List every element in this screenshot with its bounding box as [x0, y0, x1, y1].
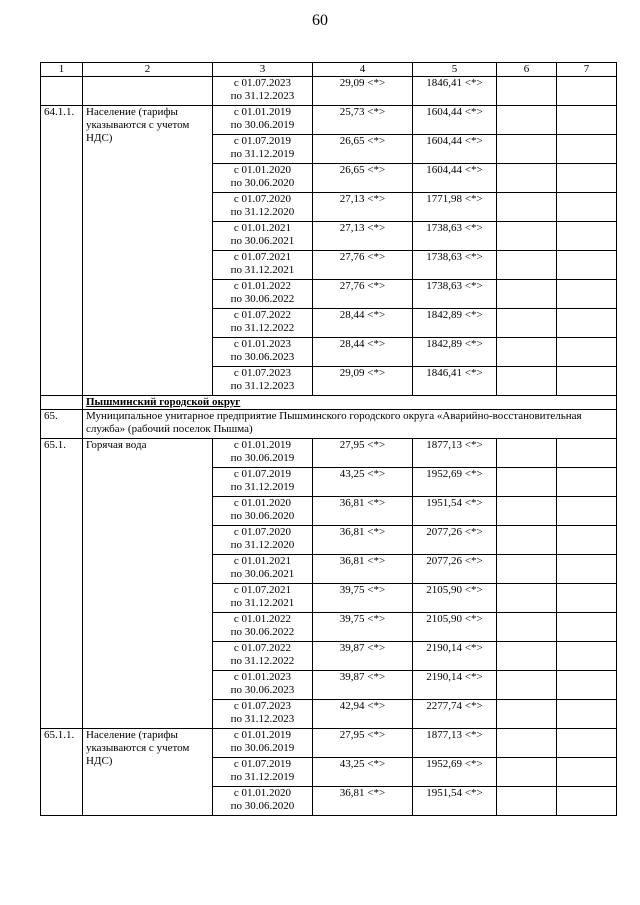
empty-cell-col6 [497, 671, 557, 700]
value-col5: 1738,63 <*> [413, 280, 497, 309]
empty-cell-col6 [497, 758, 557, 787]
period-cell [213, 584, 313, 613]
period-to: по 30.06.2021 [230, 235, 295, 247]
value-col5: 1738,63 <*> [413, 251, 497, 280]
value-col4: 39,87 <*> [313, 671, 413, 700]
value-col5: 1604,44 <*> [413, 106, 497, 135]
value-col4: 27,95 <*> [313, 439, 413, 468]
empty-cell-col6 [497, 526, 557, 555]
period-cell [213, 729, 313, 758]
period-cell [213, 613, 313, 642]
value-col4: 42,94 <*> [313, 700, 413, 729]
table-row [41, 439, 617, 468]
empty-cell-col7 [557, 468, 617, 497]
value-col5: 1842,89 <*> [413, 338, 497, 367]
value-col4: 27,13 <*> [313, 193, 413, 222]
period-cell [213, 671, 313, 700]
empty-cell-col6 [497, 309, 557, 338]
value-col4: 29,09 <*> [313, 77, 413, 106]
value-col4: 39,87 <*> [313, 642, 413, 671]
section-64-rows [41, 77, 617, 396]
value-col4: 26,65 <*> [313, 164, 413, 193]
column-header: 4 [313, 63, 413, 77]
value-col4: 27,76 <*> [313, 280, 413, 309]
value-col4: 36,81 <*> [313, 787, 413, 816]
period-from: с 01.01.2020 [233, 787, 292, 799]
column-header: 2 [83, 63, 213, 77]
item-name: Население (тарифы указываются с учетом НДС) [83, 729, 213, 816]
period-to: по 30.06.2020 [230, 177, 295, 189]
page-number: 60 [312, 12, 328, 29]
value-col5: 2277,74 <*> [413, 700, 497, 729]
period-from: с 01.01.2023 [233, 671, 292, 683]
empty-cell-col7 [557, 700, 617, 729]
period-cell [213, 77, 313, 106]
value-col5: 2105,90 <*> [413, 584, 497, 613]
empty-cell-col6 [497, 164, 557, 193]
value-col5: 1738,63 <*> [413, 222, 497, 251]
period-to: по 30.06.2023 [230, 684, 295, 696]
empty-cell-col6 [497, 555, 557, 584]
period-to: по 30.06.2021 [230, 568, 295, 580]
empty-cell-col6 [497, 729, 557, 758]
period-from: с 01.07.2019 [233, 135, 292, 147]
period-cell [213, 526, 313, 555]
value-col4: 27,76 <*> [313, 251, 413, 280]
period-from: с 01.07.2023 [233, 700, 292, 712]
column-header: 3 [213, 63, 313, 77]
section-heading-row [41, 396, 617, 439]
period-from: с 01.01.2019 [233, 729, 292, 741]
period-cell [213, 555, 313, 584]
period-cell [213, 280, 313, 309]
empty-cell-col6 [497, 135, 557, 164]
value-col5: 1952,69 <*> [413, 758, 497, 787]
table-row [41, 106, 617, 135]
item-name [83, 77, 213, 106]
entity-name: Муниципальное унитарное предприятие Пышминского городского округа «Аварийно-восстановительная служба» (рабочий поселок Пышма) [83, 410, 617, 439]
value-col4: 36,81 <*> [313, 497, 413, 526]
empty-cell-col7 [557, 309, 617, 338]
period-from: с 01.07.2022 [233, 309, 292, 321]
period-from: с 01.01.2022 [233, 280, 292, 292]
empty-cell-col7 [557, 164, 617, 193]
period-from: с 01.07.2022 [233, 642, 292, 654]
empty-cell-col7 [557, 671, 617, 700]
period-from: с 01.01.2021 [233, 222, 292, 234]
period-cell [213, 251, 313, 280]
period-to: по 30.06.2020 [230, 510, 295, 522]
item-number: 65.1.1. [41, 729, 83, 816]
value-col4: 28,44 <*> [313, 309, 413, 338]
empty-cell-col7 [557, 439, 617, 468]
empty-cell-col6 [497, 367, 557, 396]
empty-cell-col6 [497, 338, 557, 367]
empty-cell-col6 [497, 251, 557, 280]
empty-cell-col6 [497, 193, 557, 222]
period-to: по 31.12.2019 [230, 481, 295, 493]
period-to: по 31.12.2023 [230, 380, 295, 392]
period-cell [213, 700, 313, 729]
period-from: с 01.07.2019 [233, 468, 292, 480]
period-to: по 31.12.2019 [230, 148, 295, 160]
period-cell [213, 439, 313, 468]
item-number: 64.1.1. [41, 106, 83, 396]
period-from: с 01.07.2023 [233, 367, 292, 379]
empty-cell-col6 [497, 497, 557, 526]
period-cell [213, 787, 313, 816]
empty-cell-col6 [497, 77, 557, 106]
empty-cell-col6 [497, 700, 557, 729]
period-from: с 01.07.2020 [233, 526, 292, 538]
period-cell [213, 309, 313, 338]
value-col5: 1771,98 <*> [413, 193, 497, 222]
period-to: по 30.06.2022 [230, 293, 295, 305]
empty-cell-col7 [557, 338, 617, 367]
item-number: 65.1. [41, 439, 83, 729]
period-from: с 01.07.2019 [233, 758, 292, 770]
empty-cell-col7 [557, 106, 617, 135]
empty-cell-col7 [557, 642, 617, 671]
period-from: с 01.07.2021 [233, 251, 292, 263]
value-col5: 1951,54 <*> [413, 497, 497, 526]
empty-cell-col6 [497, 584, 557, 613]
value-col5: 1951,54 <*> [413, 787, 497, 816]
value-col5: 1604,44 <*> [413, 164, 497, 193]
empty-cell-col6 [497, 439, 557, 468]
period-to: по 31.12.2020 [230, 539, 295, 551]
column-header: 6 [497, 63, 557, 77]
period-to: по 30.06.2019 [230, 119, 295, 131]
empty-cell-col7 [557, 613, 617, 642]
empty-cell-col7 [557, 526, 617, 555]
item-name: Население (тарифы указываются с учетом НДС) [83, 106, 213, 396]
empty-cell-col7 [557, 222, 617, 251]
value-col4: 36,81 <*> [313, 555, 413, 584]
period-to: по 31.12.2023 [230, 90, 295, 102]
period-cell [213, 338, 313, 367]
value-col4: 27,95 <*> [313, 729, 413, 758]
period-to: по 30.06.2022 [230, 626, 295, 638]
value-col4: 36,81 <*> [313, 526, 413, 555]
value-col4: 25,73 <*> [313, 106, 413, 135]
period-to: по 30.06.2020 [230, 800, 295, 812]
column-header: 5 [413, 63, 497, 77]
value-col4: 29,09 <*> [313, 367, 413, 396]
period-from: с 01.01.2021 [233, 555, 292, 567]
column-header-row [41, 63, 617, 77]
table-row [41, 729, 617, 758]
empty-cell-col7 [557, 758, 617, 787]
value-col5: 2077,26 <*> [413, 555, 497, 584]
period-to: по 31.12.2021 [230, 597, 295, 609]
entity-number: 65. [41, 410, 83, 439]
period-from: с 01.01.2019 [233, 439, 292, 451]
period-cell [213, 468, 313, 497]
empty-cell-col6 [497, 106, 557, 135]
empty-cell-col7 [557, 584, 617, 613]
period-to: по 31.12.2021 [230, 264, 295, 276]
period-cell [213, 106, 313, 135]
value-col4: 43,25 <*> [313, 758, 413, 787]
empty-cell-col7 [557, 280, 617, 309]
value-col5: 2190,14 <*> [413, 671, 497, 700]
column-header: 1 [41, 63, 83, 77]
section-65-rows [41, 439, 617, 816]
value-col4: 43,25 <*> [313, 468, 413, 497]
value-col5: 2077,26 <*> [413, 526, 497, 555]
empty-cell-col6 [497, 468, 557, 497]
period-to: по 30.06.2019 [230, 742, 295, 754]
period-cell [213, 135, 313, 164]
empty-cell-col7 [557, 135, 617, 164]
empty-cell-col6 [497, 280, 557, 309]
period-from: с 01.07.2020 [233, 193, 292, 205]
value-col5: 2190,14 <*> [413, 642, 497, 671]
period-cell [213, 758, 313, 787]
empty-cell-col7 [557, 787, 617, 816]
period-from: с 01.01.2020 [233, 497, 292, 509]
value-col5: 1952,69 <*> [413, 468, 497, 497]
tariff-table [40, 62, 617, 816]
value-col4: 39,75 <*> [313, 584, 413, 613]
period-cell [213, 193, 313, 222]
value-col5: 1877,13 <*> [413, 729, 497, 758]
period-from: с 01.07.2023 [233, 77, 292, 89]
period-to: по 31.12.2019 [230, 771, 295, 783]
period-cell [213, 642, 313, 671]
empty-cell-col6 [497, 222, 557, 251]
value-col4: 26,65 <*> [313, 135, 413, 164]
value-col5: 1604,44 <*> [413, 135, 497, 164]
empty-cell-col7 [557, 729, 617, 758]
table-row [41, 77, 617, 106]
period-cell [213, 367, 313, 396]
item-number [41, 77, 83, 106]
period-to: по 31.12.2022 [230, 655, 295, 667]
period-to: по 30.06.2019 [230, 452, 295, 464]
empty-cell-col7 [557, 77, 617, 106]
value-col4: 39,75 <*> [313, 613, 413, 642]
value-col5: 2105,90 <*> [413, 613, 497, 642]
empty-cell-col7 [557, 193, 617, 222]
value-col4: 28,44 <*> [313, 338, 413, 367]
period-to: по 30.06.2023 [230, 351, 295, 363]
period-cell [213, 222, 313, 251]
value-col5: 1846,41 <*> [413, 367, 497, 396]
period-from: с 01.01.2019 [233, 106, 292, 118]
period-to: по 31.12.2023 [230, 713, 295, 725]
period-from: с 01.07.2021 [233, 584, 292, 596]
empty-cell-col7 [557, 367, 617, 396]
empty-cell-col7 [557, 497, 617, 526]
value-col5: 1846,41 <*> [413, 77, 497, 106]
empty-cell-col6 [497, 642, 557, 671]
period-from: с 01.01.2020 [233, 164, 292, 176]
empty-cell-col6 [497, 613, 557, 642]
empty-cell [41, 396, 83, 410]
value-col5: 1877,13 <*> [413, 439, 497, 468]
empty-cell-col7 [557, 251, 617, 280]
period-from: с 01.01.2023 [233, 338, 292, 350]
period-cell [213, 164, 313, 193]
value-col5: 1842,89 <*> [413, 309, 497, 338]
period-from: с 01.01.2022 [233, 613, 292, 625]
period-to: по 31.12.2020 [230, 206, 295, 218]
empty-cell-col7 [557, 555, 617, 584]
period-cell [213, 497, 313, 526]
period-to: по 31.12.2022 [230, 322, 295, 334]
empty-cell-col6 [497, 787, 557, 816]
section-heading: Пышминский городской округ [83, 396, 617, 410]
column-header: 7 [557, 63, 617, 77]
value-col4: 27,13 <*> [313, 222, 413, 251]
item-name: Горячая вода [83, 439, 213, 729]
